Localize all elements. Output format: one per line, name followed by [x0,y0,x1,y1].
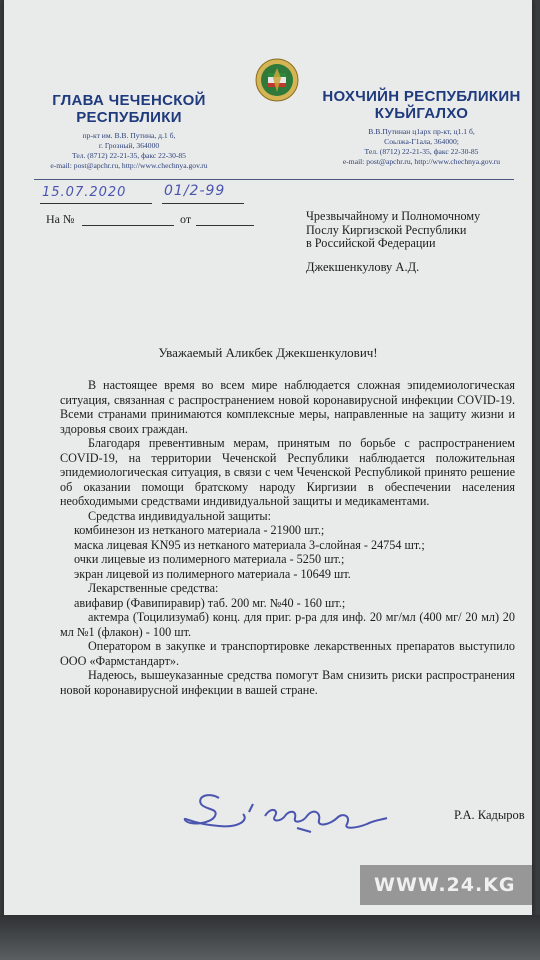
watermark-text: WWW.24.KG [374,874,516,896]
header-left [24,92,234,171]
list-item: экран лицевой из полимерного материала - 10649 шт. [74,566,351,581]
address-russian [24,131,234,171]
address-line: Соьлжа-Г1ала, 364000; [384,137,459,146]
address-line: e-mail: post@apchr.ru, http://www.chechnya.gov.ru [342,157,501,166]
list-heading: Средства индивидуальной защиты: [88,508,272,523]
ref-date-label: от [180,212,192,226]
org-name-russian: ГЛАВА ЧЕЧЕНСКОЙ РЕСПУБЛИКИ [52,92,206,126]
paragraph: Оператором в закупке и транспортировке лекарственных препаратов выступило ООО «Фармстандарт». [60,639,515,668]
address-chechen [314,127,529,167]
paragraph: В настоящее время во всем мире наблюдается сложная эпидемиологическая ситуация, связанная с распространением новой коронавирусной инфекции COVID-19. Всеми странами принимаются комплексные меры, направленные на защиту жизни и здоровья своих граждан. [60,378,515,436]
letter-body [60,378,515,697]
emblem-icon [255,58,299,102]
number-line [162,203,244,204]
list-item: актемра (Тоцилизумаб) конц. для приг. р-ра для инф. 20 мг/мл (400 мг/ 20 мл) 20 мл №1 (флакон) - 100 шт. [60,610,515,639]
address-line: г. Грозный, 364000 [98,141,160,150]
header-right [314,88,529,167]
address-line: пр-кт им. В.В. Путина, д.1 б, [82,131,176,140]
list-item: маска лицевая KN95 из нетканого материала 3-слойная - 24754 шт.; [74,537,425,552]
signer-name: Р.А. Кадыров [454,808,525,822]
address-line: Тел. (8712) 22-21-35, факс 22-30-85 [72,151,186,160]
recipient-line: Чрезвычайному и Полномочному [306,209,481,223]
watermark [360,865,532,905]
address-line: В.В.Путинан ц1арх пр-кт, ц1.1 б, [368,127,475,136]
list-item: комбинезон из нетканого материала - 21900 шт.; [74,523,325,537]
address-line: Тел. (8712) 22-21-35, факс 22-30-85 [364,147,479,156]
org-name-chechen: НОХЧИЙН РЕСПУБЛИКИН КУЬЙГАЛХО [322,88,521,122]
list-heading: Лекарственные средства: [88,581,219,595]
letter-page [4,0,532,918]
header-divider [34,179,514,180]
recipient-name: Джекшенкулову А.Д. [306,259,420,274]
paragraph: Надеюсь, вышеуказанные средства помогут Вам снизить риски распространения новой коронавирусной инфекции в вашей стране. [60,668,515,697]
list-item: авифавир (Фавипиравир) таб. 200 мг. №40 - 160 шт.; [74,595,346,610]
date-line [40,203,152,204]
paragraph: Благодаря превентивным мерам, принятым по борьбе с распространением COVID-19, на территории Чеченской Республики наблюдается положительная эпидемиологическая ситуация, в связи с чем Чеченской Республикой принято решение об оказании помощи братскому народу Киргизии в обеспечении населения необходимыми средствами индивидуальной защиты и медикаментами. [60,436,515,508]
handwritten-signature [179,790,419,840]
address-line: e-mail: post@apchr.ru, http://www.chechnya.gov.ru [50,161,208,170]
list-item: очки лицевые из полимерного материала - 5250 шт.; [74,552,345,566]
handwritten-date: 15.07.2020 [42,185,127,200]
ref-date-line [196,225,254,226]
background-surface [0,915,540,960]
ref-number-line [82,225,174,226]
greeting: Уважаемый Аликбек Джекшенкулович! [158,345,378,360]
handwritten-number: 01/2-99 [164,183,226,199]
ref-number-label: На № [46,212,75,226]
recipient-block [306,210,532,274]
recipient-line: Послу Киргизской Республики [306,222,467,237]
recipient-line: в Российской Федерации [306,236,436,250]
